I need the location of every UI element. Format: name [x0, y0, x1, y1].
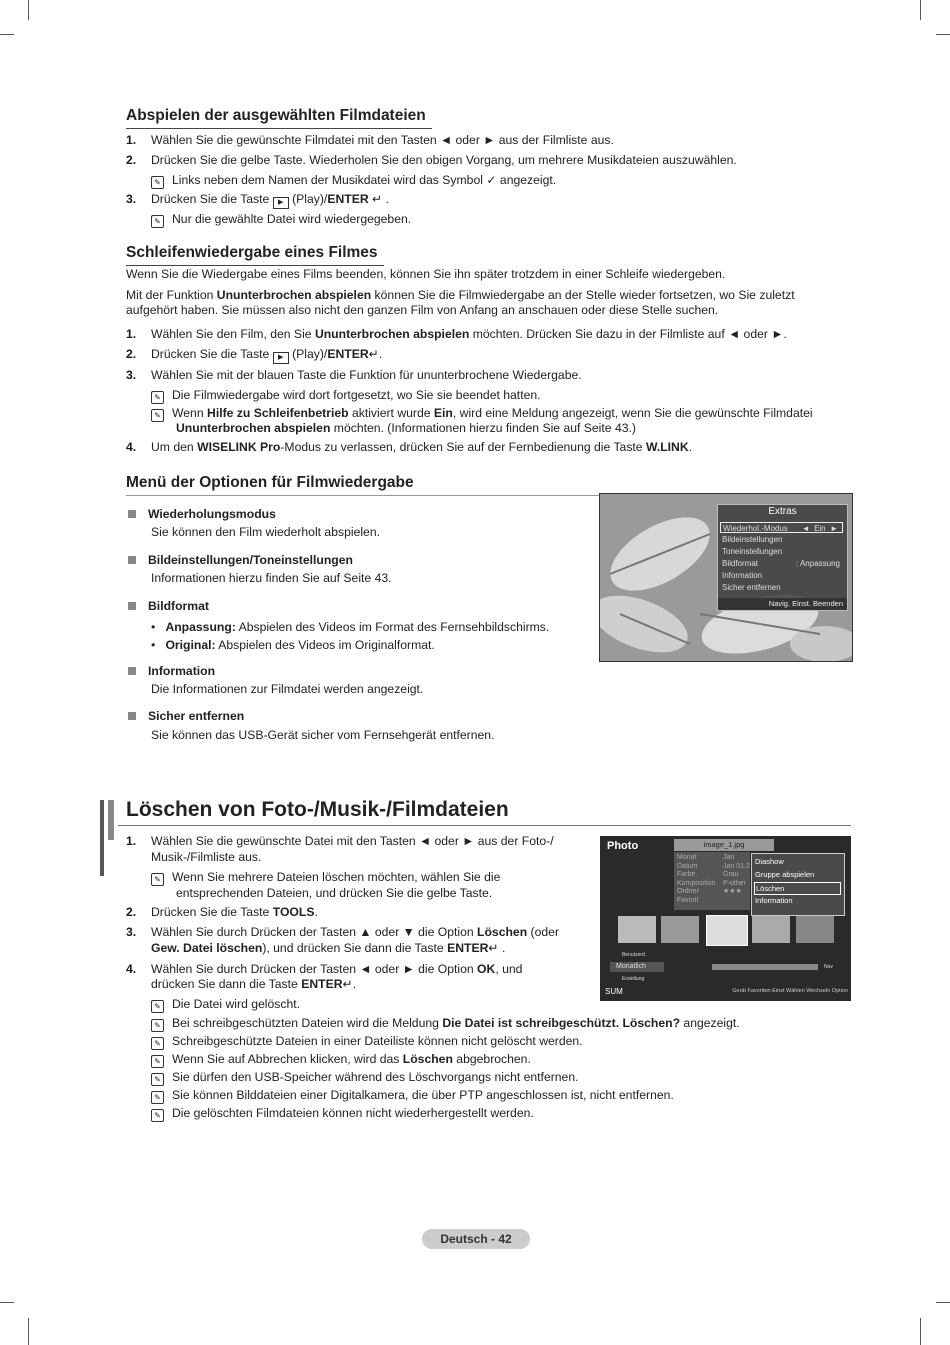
crop-mark — [936, 1302, 950, 1303]
paragraph: Mit der Funktion Ununterbrochen abspielen können Sie die Filmwiedergabe an der Stelle wieder fortsetzen, wo Sie zuletzt — [126, 288, 795, 302]
square-bullet-icon — [128, 510, 136, 518]
step-text: drücken Sie dann die Taste ENTER↵. — [151, 977, 357, 991]
page-title: Löschen von Foto-/Musik-/Filmdateien — [126, 798, 509, 821]
crop-mark — [0, 1302, 14, 1303]
timeline-bar[interactable] — [712, 964, 818, 970]
step-text: Wählen Sie mit der blauen Taste die Funktion für ununterbrochene Wiedergabe. — [151, 368, 582, 382]
monatlich-label[interactable]: Monatlich — [610, 962, 664, 972]
note-line: ✎ Sie können Bilddateien einer Digitalkamera, die über PTP angeschlossen ist, nicht entfernen. — [151, 1088, 674, 1104]
note-line: ✎ Die Filmwiedergabe wird dort fortgesetzt, wo Sie sie beendet hatten. — [151, 388, 541, 404]
step-text: Wählen Sie durch Drücken der Tasten ◄ oder ► die Option OK, und — [151, 962, 523, 976]
thumbnail[interactable] — [706, 915, 748, 946]
paragraph: Wenn Sie die Wiedergabe eines Films beenden, können Sie ihn später trotzdem in einer Schleife wiedergeben. — [126, 267, 726, 281]
photo-filename: image_1.jpg — [674, 839, 774, 851]
note-icon: ✎ — [151, 1000, 164, 1013]
square-bullet-icon — [128, 667, 136, 675]
note-line: ✎ Sie dürfen den USB-Speicher während des Löschvorgangs nicht entfernen. — [151, 1070, 579, 1086]
step-number: 3. — [126, 368, 137, 382]
extras-row[interactable]: Information — [722, 571, 763, 580]
menu-item-desc: Die Informationen zur Filmdatei werden angezeigt. — [151, 682, 424, 696]
bullet-line: • Anpassung: Abspielen des Videos im Format des Fernsehbildschirms. — [151, 620, 550, 634]
thumbnail-strip — [616, 915, 836, 945]
step-text: Drücken Sie die gelbe Taste. Wiederholen Sie den obigen Vorgang, um mehrere Musikdateien auszuwählen. — [151, 153, 737, 167]
crop-mark — [936, 34, 950, 35]
note-icon: ✎ — [151, 1091, 164, 1104]
enter-icon: ↵ — [488, 941, 499, 955]
thumbnail[interactable] — [661, 916, 699, 943]
crop-mark — [920, 0, 921, 20]
extras-screenshot — [599, 493, 853, 662]
note-icon: ✎ — [151, 1055, 164, 1068]
erstellung-label: Erstellung — [622, 976, 645, 982]
title-rule — [118, 825, 851, 826]
page-number: Deutsch - 42 — [422, 1229, 530, 1249]
step-text: Musik-/Filmliste aus. — [151, 850, 262, 864]
note-line: ✎ Links neben dem Namen der Musikdatei wird das Symbol ✓ angezeigt. — [151, 173, 556, 189]
extras-menu — [717, 504, 848, 611]
square-bullet-icon — [128, 712, 136, 720]
note-line: ✎ Wenn Sie auf Abbrechen klicken, wird das Löschen abgebrochen. — [151, 1052, 531, 1068]
menu-item-desc: Sie können den Film wiederholt abspielen. — [151, 525, 380, 539]
step-number: 3. — [126, 925, 137, 939]
note-icon: ✎ — [151, 391, 164, 404]
note-icon: ✎ — [151, 1109, 164, 1122]
crop-mark — [28, 0, 29, 20]
step-number: 1. — [126, 133, 137, 147]
benutzerd-label: Benutzerd. — [622, 952, 647, 958]
section-heading: Schleifenwiedergabe eines Filmes — [126, 244, 378, 262]
step-text: Wählen Sie die gewünschte Datei mit den Tasten ◄ oder ► aus der Foto-/ — [151, 834, 554, 848]
photo-info-panel: Monat Datum Farbe Komposition Ordner Favorit Jan Jan 01.2 Grau P-other ★★★ — [674, 852, 750, 910]
step-number: 2. — [126, 905, 137, 919]
step-text: Wählen Sie durch Drücken der Tasten ▲ oder ▼ die Option Löschen (oder — [151, 925, 560, 939]
step-number: 4. — [126, 962, 137, 976]
step-number: 1. — [126, 327, 137, 341]
square-bullet-icon — [128, 602, 136, 610]
play-icon: ▶ — [273, 352, 289, 364]
extras-row[interactable]: Bildformat : Anpassung — [722, 559, 840, 568]
note-icon: ✎ — [151, 215, 164, 228]
note-line: Ununterbrochen abspielen möchten. (Informationen hierzu finden Sie auf Seite 43.) — [176, 421, 636, 435]
photo-footer: Gerät Favoriten-Einst Wählen Wechseln Option — [732, 988, 848, 994]
crop-mark — [28, 1318, 29, 1345]
menu-item-title: Sicher entfernen — [128, 709, 244, 724]
step-text: Drücken Sie die Taste TOOLS. — [151, 905, 318, 919]
tools-menu-item[interactable]: Gruppe abspielen — [755, 870, 815, 879]
note-icon: ✎ — [151, 409, 164, 422]
nov-label: Nov — [824, 964, 833, 970]
step-number: 2. — [126, 347, 137, 361]
note-line: ✎ Wenn Sie mehrere Dateien löschen möchten, wählen Sie die — [151, 870, 500, 886]
square-bullet-icon — [128, 556, 136, 564]
thumbnail[interactable] — [796, 916, 834, 943]
note-icon: ✎ — [151, 873, 164, 886]
note-icon: ✎ — [151, 176, 164, 189]
thumbnail[interactable] — [752, 916, 790, 943]
note-icon: ✎ — [151, 1037, 164, 1050]
paragraph: aufgehört haben. Sie müssen also nicht den ganzen Film von Anfang an anschauen oder diese Stelle suchen. — [126, 303, 719, 317]
extras-footer: Navig. Einst. Beenden — [718, 598, 847, 610]
enter-icon: ↵ — [368, 347, 379, 361]
extras-row-repeat[interactable]: Wiederhol.-Modus ◄ Ein ► — [720, 522, 843, 533]
step-number: 3. — [126, 192, 137, 206]
note-line: ✎ Bei schreibgeschützten Dateien wird die Meldung Die Datei ist schreibgeschützt. Löschen? angezeigt. — [151, 1016, 740, 1032]
menu-item-title: Information — [128, 664, 215, 679]
photo-title: Photo — [607, 840, 639, 852]
note-icon: ✎ — [151, 1073, 164, 1086]
section-bar — [100, 800, 104, 876]
step-number: 1. — [126, 834, 137, 848]
extras-row[interactable]: Sicher entfernen — [722, 583, 781, 592]
note-line: ✎ Wenn Hilfe zu Schleifenbetrieb aktiviert wurde Ein, wird eine Meldung angezeigt, wenn Sie die gewünschte Filmdatei — [151, 406, 813, 422]
note-line: ✎ Die gelöschten Filmdateien können nicht wiederhergestellt werden. — [151, 1106, 534, 1122]
step-text: Gew. Datei löschen), und drücken Sie dann die Taste ENTER↵ . — [151, 941, 506, 955]
menu-item-title: Bildformat — [128, 599, 209, 614]
step-text: Wählen Sie die gewünschte Filmdatei mit den Tasten ◄ oder ► aus der Filmliste aus. — [151, 133, 614, 147]
note-icon: ✎ — [151, 1019, 164, 1032]
thumbnail[interactable] — [618, 916, 656, 943]
step-number: 2. — [126, 153, 137, 167]
enter-icon: ↵ — [372, 192, 383, 206]
menu-item-desc: Sie können das USB-Gerät sicher vom Fernsehgerät entfernen. — [151, 728, 495, 742]
tools-menu-item-selected[interactable]: Löschen — [754, 882, 841, 895]
sum-label: SUM — [605, 987, 623, 996]
menu-item-desc: Informationen hierzu finden Sie auf Seite 43. — [151, 571, 392, 585]
note-line: ✎ Die Datei wird gelöscht. — [151, 997, 300, 1013]
extras-title: Extras — [768, 506, 797, 517]
note-line: ✎ Nur die gewählte Datei wird wiedergegeben. — [151, 212, 411, 228]
crop-mark — [0, 34, 14, 35]
step-text: Drücken Sie die Taste ▶ (Play)/ENTER↵. — [151, 347, 382, 364]
step-text: Drücken Sie die Taste ▶ (Play)/ENTER ↵ . — [151, 192, 389, 209]
step-number: 4. — [126, 440, 137, 454]
step-text: Wählen Sie den Film, den Sie Ununterbrochen abspielen möchten. Drücken Sie dazu in der Filmliste auf ◄ oder ►. — [151, 327, 787, 341]
note-line: ✎ Schreibgeschützte Dateien in einer Dateiliste können nicht gelöscht werden. — [151, 1034, 583, 1050]
section-bar — [108, 800, 114, 840]
crop-mark — [920, 1318, 921, 1345]
section-heading: Menü der Optionen für Filmwiedergabe — [126, 474, 414, 492]
section-heading: Abspielen der ausgewählten Filmdateien — [126, 107, 426, 125]
step-text: Um den WISELINK Pro-Modus zu verlassen, drücken Sie auf der Fernbedienung die Taste W.LINK. — [151, 440, 693, 454]
play-icon: ▶ — [273, 197, 289, 209]
extras-row[interactable]: Toneinstellungen — [722, 547, 783, 556]
photo-screenshot — [600, 836, 851, 1001]
tools-menu-item[interactable]: Diashow — [755, 857, 784, 866]
extras-row[interactable]: Bildeinstellungen — [722, 535, 783, 544]
menu-item-title: Bildeinstellungen/Toneinstellungen — [128, 553, 353, 568]
bullet-line: • Original: Abspielen des Videos im Originalformat. — [151, 638, 435, 652]
menu-item-title: Wiederholungsmodus — [128, 507, 276, 522]
tools-menu-item[interactable]: Information — [755, 896, 793, 905]
tools-menu — [751, 853, 845, 916]
enter-icon: ↵ — [342, 977, 353, 991]
note-line: entsprechenden Dateien, und drücken Sie die gelbe Taste. — [176, 886, 493, 900]
